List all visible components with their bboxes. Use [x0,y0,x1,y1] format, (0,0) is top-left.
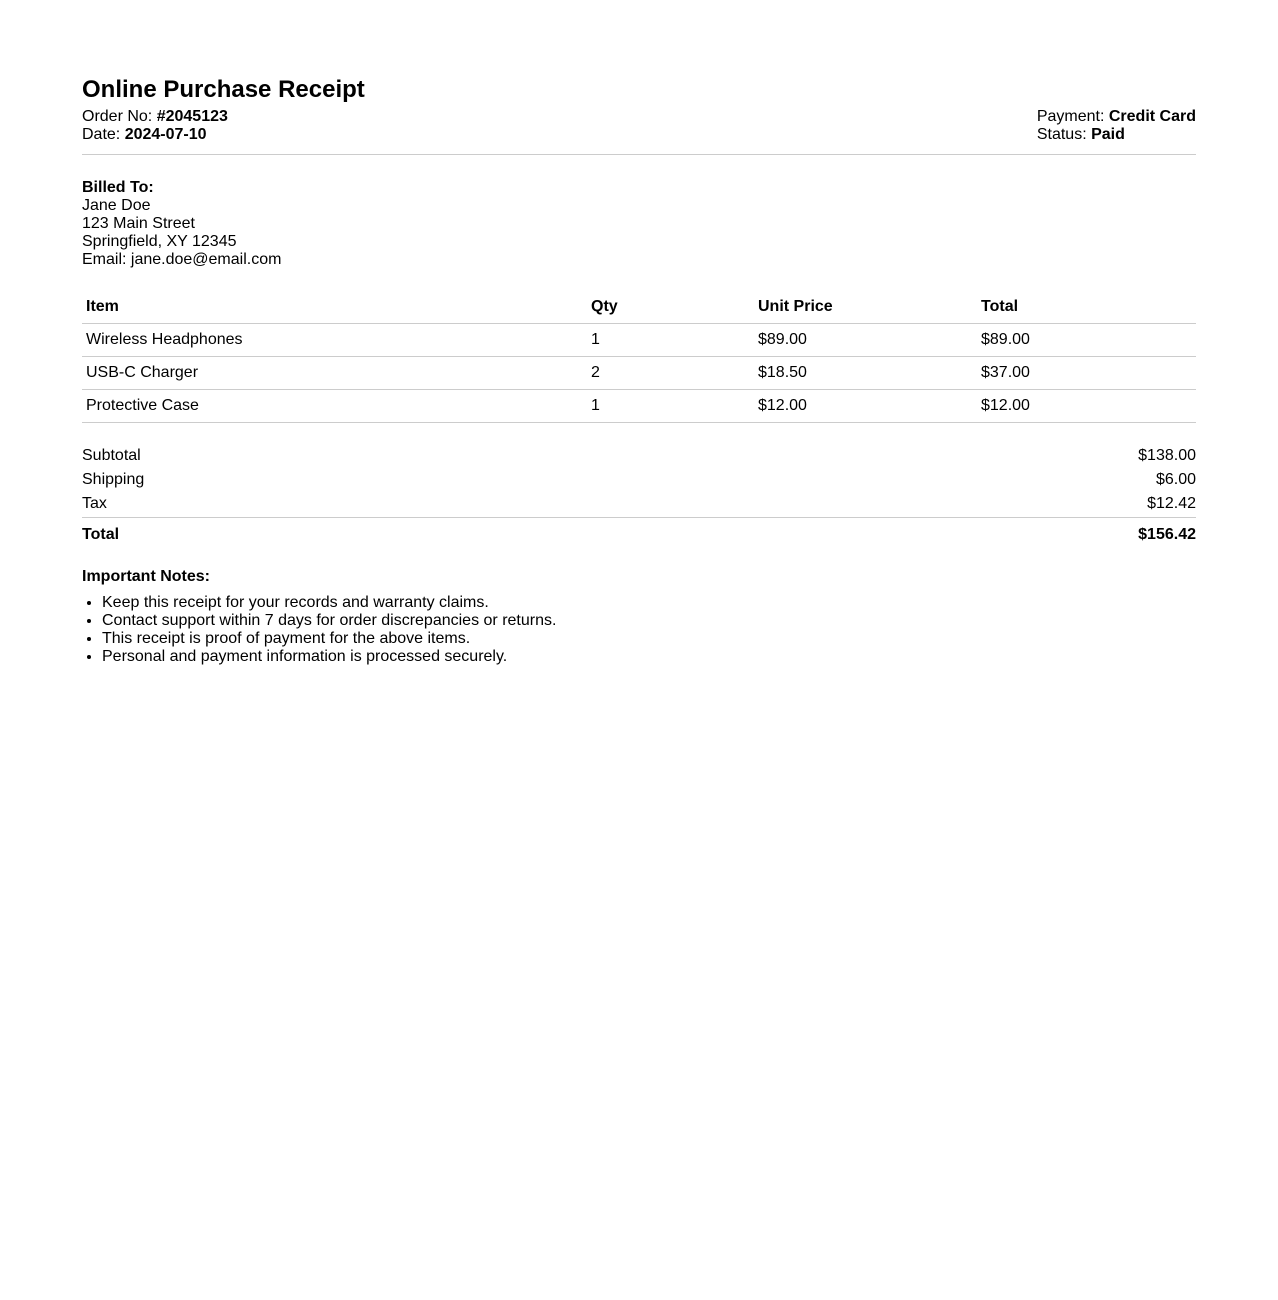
list-item: • Personal and payment information is processed securely. [102,648,1196,666]
order-date-label: Date: [82,126,121,143]
page-title: Online Purchase Receipt [82,76,365,103]
shipping-value: $6.00 [1155,471,1196,488]
item-unit-price: $18.50 [754,357,977,390]
notes-list [82,594,1196,666]
item-name: Protective Case [82,390,587,423]
items-table [82,291,1196,423]
table-header-row [82,291,1196,324]
column-header-unit-price: Unit Price [754,291,977,324]
list-item: • This receipt is proof of payment for the above items. [102,630,1196,648]
shipping-row [82,471,1196,495]
order-info [82,108,228,144]
payment-status [1037,126,1196,144]
item-qty: 2 [587,357,754,390]
subtotal-label: Subtotal [82,447,141,464]
column-header-qty: Qty [587,291,754,324]
billed-to-email: Email: jane.doe@email.com [82,251,282,268]
table-row [82,390,1196,423]
item-qty: 1 [587,324,754,357]
item-total: $37.00 [977,357,1196,390]
item-total: $12.00 [977,390,1196,423]
important-notes [82,568,1196,666]
receipt [82,76,1196,666]
order-date [82,126,228,144]
item-total: $89.00 [977,324,1196,357]
totals [82,447,1196,544]
grand-total-label: Total [82,526,120,543]
subtotal-value: $138.00 [1138,447,1196,464]
order-number-label: Order No: [82,108,153,125]
tax-row [82,495,1196,519]
column-header-total: Total [977,291,1196,324]
payment-method [1037,108,1196,126]
payment-status-value: Paid [1091,126,1125,143]
table-row [82,324,1196,357]
order-number [82,108,228,126]
table-row [82,357,1196,390]
totals-divider [82,517,1196,518]
grand-total-value: $156.42 [1138,526,1196,543]
order-number-value: #2045123 [156,108,228,125]
billed-to-heading: Billed To: [82,179,154,196]
billed-to-street: 123 Main Street [82,215,195,232]
column-header-item: Item [82,291,587,324]
item-qty: 1 [587,390,754,423]
order-meta [82,108,1196,144]
list-item: • Contact support within 7 days for order discrepancies or returns. [102,612,1196,630]
item-name: USB-C Charger [82,357,587,390]
payment-method-label: Payment: [1036,108,1105,125]
subtotal-row [82,447,1196,471]
shipping-label: Shipping [82,471,145,488]
grand-total-row [82,526,1196,544]
billed-to-city: Springfield, XY 12345 [82,233,237,250]
item-unit-price: $89.00 [754,324,977,357]
billed-to-name: Jane Doe [82,197,151,214]
order-date-value: 2024-07-10 [124,126,207,143]
header-divider [82,154,1196,155]
list-item: • Keep this receipt for your records and warranty claims. [102,594,1196,612]
billed-to [82,179,1196,269]
payment-info [1037,108,1196,144]
item-unit-price: $12.00 [754,390,977,423]
notes-heading: Important Notes: [82,568,210,585]
payment-status-label: Status: [1036,126,1087,143]
tax-label: Tax [82,495,107,512]
payment-method-value: Credit Card [1108,108,1196,125]
tax-value: $12.42 [1147,495,1196,512]
item-name: Wireless Headphones [82,324,587,357]
